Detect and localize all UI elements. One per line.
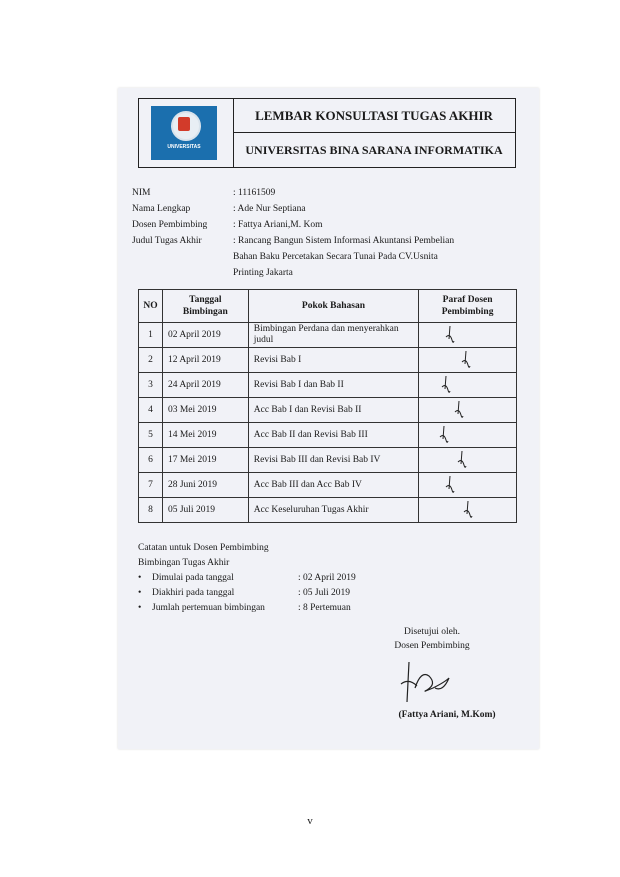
- col-sign-header: [419, 290, 517, 323]
- row-date: 03 Mei 2019: [162, 398, 248, 423]
- initial-signature: [439, 375, 453, 395]
- form-header: [138, 98, 516, 168]
- notes-heading: Catatan untuk Dosen Pembimbing: [138, 543, 269, 553]
- initial-signature: [459, 350, 473, 370]
- nim-label: NIM: [132, 188, 151, 198]
- end-date-value: : 05 Juli 2019: [298, 588, 350, 598]
- row-no: 8: [139, 498, 163, 523]
- initial-signature: [461, 500, 475, 520]
- table-row: [139, 398, 517, 423]
- row-topic: Revisi Bab I dan Bab II: [248, 373, 418, 398]
- page-number: v: [307, 815, 313, 827]
- row-topic: Revisi Bab III dan Revisi Bab IV: [248, 448, 418, 473]
- table-row: [139, 498, 517, 523]
- consultation-table: [138, 289, 517, 523]
- row-date: 24 April 2019: [162, 373, 248, 398]
- row-no: 5: [139, 423, 163, 448]
- row-signature: [419, 348, 517, 373]
- row-date: 17 Mei 2019: [162, 448, 248, 473]
- row-topic: Bimbingan Perdana dan menyerahkan judul: [248, 323, 418, 348]
- col-date-header: [162, 290, 248, 323]
- name-value: : Ade Nur Septiana: [233, 204, 306, 214]
- row-signature: [419, 398, 517, 423]
- approval-line1: Disetujui oleh.: [404, 627, 460, 637]
- table-row: [139, 348, 517, 373]
- row-no: 4: [139, 398, 163, 423]
- start-date-label: Dimulai pada tanggal: [152, 573, 234, 583]
- row-topic: Acc Bab II dan Revisi Bab III: [248, 423, 418, 448]
- list-item: [138, 586, 350, 601]
- supervisor-notes: [138, 541, 356, 616]
- meeting-count-label: Jumlah pertemuan bimbingan: [152, 603, 265, 613]
- name-label: Nama Lengkap: [132, 204, 191, 214]
- initial-signature: [437, 425, 451, 445]
- row-topic: Acc Bab III dan Acc Bab IV: [248, 473, 418, 498]
- initial-signature: [452, 400, 466, 420]
- bullet-icon: •: [138, 573, 142, 583]
- logo-cell: [139, 99, 234, 167]
- approval-line2: Dosen Pembimbing: [394, 641, 470, 651]
- initial-signature: [443, 325, 457, 345]
- col-sign-header-line2: Pembimbing: [441, 307, 494, 317]
- row-no: 3: [139, 373, 163, 398]
- nim-value: : 11161509: [233, 188, 276, 198]
- col-date-header-line2: Bimbingan: [182, 307, 228, 317]
- row-topic: Acc Keseluruhan Tugas Akhir: [248, 498, 418, 523]
- row-no: 2: [139, 348, 163, 373]
- supervisor-signature: [399, 658, 459, 708]
- col-topic-header: Pokok Bahasan: [248, 290, 418, 323]
- logo-text: UNIVERSITAS: [167, 144, 201, 150]
- row-signature: [419, 423, 517, 448]
- row-signature: [419, 498, 517, 523]
- table-row: [139, 323, 517, 348]
- row-date: 28 Juni 2019: [162, 473, 248, 498]
- row-no: 1: [139, 323, 163, 348]
- meeting-count-value: : 8 Pertemuan: [298, 603, 351, 613]
- thesis-title-label: Judul Tugas Akhir: [132, 236, 202, 246]
- approval-block: [387, 625, 477, 653]
- table-header-row: [139, 290, 517, 323]
- row-signature: [419, 323, 517, 348]
- row-signature: [419, 373, 517, 398]
- col-date-header-line1: Tanggal: [189, 295, 222, 305]
- row-topic: Revisi Bab I: [248, 348, 418, 373]
- table-row: [139, 473, 517, 498]
- university-name: UNIVERSITAS BINA SARANA INFORMATIKA: [245, 143, 503, 157]
- logo-mark: [178, 117, 190, 131]
- thesis-title-line1: : Rancang Bangun Sistem Informasi Akuntansi Pembelian: [233, 236, 455, 246]
- row-date: 12 April 2019: [162, 348, 248, 373]
- supervisor-label: Dosen Pembimbing: [132, 220, 208, 230]
- row-topic: Acc Bab I dan Revisi Bab II: [248, 398, 418, 423]
- thesis-title-line3: Printing Jakarta: [233, 268, 293, 278]
- supervisor-value: : Fattya Ariani,M. Kom: [233, 220, 323, 230]
- row-date: 02 April 2019: [162, 323, 248, 348]
- table-row: [139, 448, 517, 473]
- document-photo: [118, 88, 539, 749]
- list-item: [138, 571, 356, 586]
- row-signature: [419, 473, 517, 498]
- row-date: 14 Mei 2019: [162, 423, 248, 448]
- row-no: 6: [139, 448, 163, 473]
- col-sign-header-line1: Paraf Dosen: [442, 295, 493, 305]
- row-date: 05 Juli 2019: [162, 498, 248, 523]
- table-row: [139, 423, 517, 448]
- row-no: 7: [139, 473, 163, 498]
- row-signature: [419, 448, 517, 473]
- form-title: LEMBAR KONSULTASI TUGAS AKHIR: [233, 99, 515, 133]
- list-item: [138, 601, 351, 616]
- thesis-title-line2: Bahan Baku Percetakan Secara Tunai Pada CV.Usnita: [233, 252, 438, 262]
- table-row: [139, 373, 517, 398]
- university-logo: [151, 106, 217, 160]
- signer-name: (Fattya Ariani, M.Kom): [398, 710, 496, 720]
- start-date-value: : 02 April 2019: [298, 573, 356, 583]
- initial-signature: [443, 475, 457, 495]
- initial-signature: [455, 450, 469, 470]
- col-no-header: NO: [139, 290, 163, 323]
- bullet-icon: •: [138, 603, 142, 613]
- end-date-label: Diakhiri pada tanggal: [152, 588, 235, 598]
- notes-subheading: Bimbingan Tugas Akhir: [138, 558, 230, 568]
- bullet-icon: •: [138, 588, 142, 598]
